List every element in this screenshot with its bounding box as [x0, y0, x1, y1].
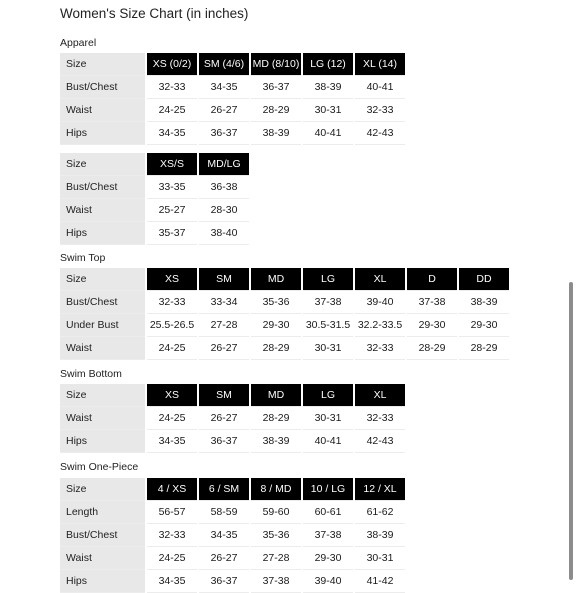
measurement-cell: 33-35 [147, 176, 197, 199]
size-header-cell: LG (12) [303, 53, 353, 76]
measurement-cell: 32-33 [147, 291, 197, 314]
measurement-cell: 29-30 [303, 547, 353, 570]
measurement-cell: 34-35 [147, 430, 197, 453]
measurement-cell: 26-27 [199, 99, 249, 122]
size-table-apparel [58, 53, 407, 145]
row-label: Hips [60, 122, 145, 145]
size-table-swim-bottom [58, 384, 407, 453]
section-label-apparel: Apparel [60, 37, 97, 49]
measurement-cell: 32-33 [147, 76, 197, 99]
measurement-cell: 32-33 [355, 99, 405, 122]
measurement-cell: 38-39 [355, 524, 405, 547]
table-row [60, 176, 249, 199]
table-row [60, 99, 405, 122]
size-header-cell: XS [147, 384, 197, 407]
table-row [60, 407, 405, 430]
size-header-cell: 4 / XS [147, 478, 197, 501]
measurement-cell: 32-33 [355, 337, 405, 360]
measurement-cell: 42-43 [355, 122, 405, 145]
measurement-cell: 30.5-31.5 [303, 314, 353, 337]
section-label-swim-top: Swim Top [60, 252, 106, 264]
row-label: Waist [60, 337, 145, 360]
measurement-cell: 26-27 [199, 407, 249, 430]
measurement-cell: 36-37 [199, 430, 249, 453]
measurement-cell: 38-39 [251, 430, 301, 453]
table-row [60, 199, 249, 222]
measurement-cell: 34-35 [199, 524, 249, 547]
measurement-cell: 28-29 [251, 337, 301, 360]
row-label: Hips [60, 570, 145, 593]
table-header-row [60, 268, 509, 291]
row-label: Size [60, 268, 145, 291]
size-header-cell: XS/S [147, 153, 197, 176]
size-header-cell: MD/LG [199, 153, 249, 176]
measurement-cell: 33-34 [199, 291, 249, 314]
size-chart-page [58, 0, 558, 587]
measurement-cell: 30-31 [303, 99, 353, 122]
table-row [60, 501, 405, 524]
measurement-cell: 34-35 [147, 570, 197, 593]
size-header-cell: DD [459, 268, 509, 291]
size-header-cell: MD [251, 268, 301, 291]
measurement-cell: 41-42 [355, 570, 405, 593]
measurement-cell: 58-59 [199, 501, 249, 524]
row-label: Size [60, 478, 145, 501]
measurement-cell: 26-27 [199, 547, 249, 570]
size-header-cell: LG [303, 268, 353, 291]
measurement-cell: 32.2-33.5 [355, 314, 405, 337]
measurement-cell: 24-25 [147, 337, 197, 360]
measurement-cell: 56-57 [147, 501, 197, 524]
table-row [60, 570, 405, 593]
measurement-cell: 40-41 [303, 122, 353, 145]
measurement-cell: 28-29 [407, 337, 457, 360]
measurement-cell: 25-27 [147, 199, 197, 222]
measurement-cell: 40-41 [355, 76, 405, 99]
table-row [60, 337, 509, 360]
measurement-cell: 35-36 [251, 291, 301, 314]
size-header-cell: SM [199, 384, 249, 407]
row-label: Hips [60, 430, 145, 453]
row-label: Hips [60, 222, 145, 245]
size-header-cell: LG [303, 384, 353, 407]
measurement-cell: 36-37 [251, 76, 301, 99]
measurement-cell: 32-33 [355, 407, 405, 430]
section-label-swim-one-piece: Swim One-Piece [60, 461, 139, 473]
size-header-cell: XL (14) [355, 53, 405, 76]
size-header-cell: D [407, 268, 457, 291]
size-header-cell: 8 / MD [251, 478, 301, 501]
measurement-cell: 37-38 [303, 524, 353, 547]
page-title: Women's Size Chart (in inches) [60, 6, 249, 21]
measurement-cell: 27-28 [199, 314, 249, 337]
table-row [60, 547, 405, 570]
measurement-cell: 39-40 [355, 291, 405, 314]
measurement-cell: 38-39 [303, 76, 353, 99]
size-header-cell: XS [147, 268, 197, 291]
size-header-cell: XS (0/2) [147, 53, 197, 76]
measurement-cell: 28-29 [459, 337, 509, 360]
row-label: Waist [60, 99, 145, 122]
measurement-cell: 38-40 [199, 222, 249, 245]
section-label-swim-bottom: Swim Bottom [60, 368, 122, 380]
row-label: Bust/Chest [60, 524, 145, 547]
row-label: Size [60, 384, 145, 407]
size-table-swim-top [58, 268, 511, 360]
row-label: Length [60, 501, 145, 524]
vertical-scrollbar[interactable] [569, 282, 573, 580]
measurement-cell: 35-37 [147, 222, 197, 245]
size-header-cell: 10 / LG [303, 478, 353, 501]
measurement-cell: 34-35 [147, 122, 197, 145]
measurement-cell: 37-38 [251, 570, 301, 593]
measurement-cell: 29-30 [407, 314, 457, 337]
size-header-cell: 6 / SM [199, 478, 249, 501]
measurement-cell: 42-43 [355, 430, 405, 453]
measurement-cell: 61-62 [355, 501, 405, 524]
row-label: Waist [60, 407, 145, 430]
measurement-cell: 40-41 [303, 430, 353, 453]
table-header-row [60, 53, 405, 76]
measurement-cell: 37-38 [407, 291, 457, 314]
row-label: Bust/Chest [60, 76, 145, 99]
measurement-cell: 36-38 [199, 176, 249, 199]
measurement-cell: 25.5-26.5 [147, 314, 197, 337]
table-row [60, 314, 509, 337]
measurement-cell: 24-25 [147, 99, 197, 122]
row-label: Bust/Chest [60, 176, 145, 199]
measurement-cell: 26-27 [199, 337, 249, 360]
measurement-cell: 38-39 [251, 122, 301, 145]
size-header-cell: XL [355, 384, 405, 407]
measurement-cell: 32-33 [147, 524, 197, 547]
measurement-cell: 30-31 [303, 337, 353, 360]
measurement-cell: 28-30 [199, 199, 249, 222]
table-row [60, 222, 249, 245]
measurement-cell: 29-30 [251, 314, 301, 337]
table-row [60, 430, 405, 453]
measurement-cell: 38-39 [459, 291, 509, 314]
row-label: Bust/Chest [60, 291, 145, 314]
size-header-cell: XL [355, 268, 405, 291]
size-header-cell: MD (8/10) [251, 53, 301, 76]
measurement-cell: 59-60 [251, 501, 301, 524]
table-header-row [60, 478, 405, 501]
row-label: Under Bust [60, 314, 145, 337]
size-header-cell: 12 / XL [355, 478, 405, 501]
measurement-cell: 30-31 [355, 547, 405, 570]
measurement-cell: 27-28 [251, 547, 301, 570]
table-row [60, 524, 405, 547]
measurement-cell: 29-30 [459, 314, 509, 337]
measurement-cell: 39-40 [303, 570, 353, 593]
row-label: Size [60, 153, 145, 176]
measurement-cell: 28-29 [251, 99, 301, 122]
measurement-cell: 60-61 [303, 501, 353, 524]
size-table-swim-one-piece [58, 478, 407, 593]
measurement-cell: 36-37 [199, 122, 249, 145]
measurement-cell: 35-36 [251, 524, 301, 547]
size-table-apparel-alt [58, 153, 251, 245]
row-label: Waist [60, 547, 145, 570]
measurement-cell: 24-25 [147, 407, 197, 430]
table-header-row [60, 384, 405, 407]
table-row [60, 76, 405, 99]
row-label: Waist [60, 199, 145, 222]
measurement-cell: 24-25 [147, 547, 197, 570]
measurement-cell: 30-31 [303, 407, 353, 430]
measurement-cell: 36-37 [199, 570, 249, 593]
size-header-cell: SM [199, 268, 249, 291]
measurement-cell: 37-38 [303, 291, 353, 314]
table-header-row [60, 153, 249, 176]
size-header-cell: SM (4/6) [199, 53, 249, 76]
size-header-cell: MD [251, 384, 301, 407]
row-label: Size [60, 53, 145, 76]
table-row [60, 122, 405, 145]
measurement-cell: 28-29 [251, 407, 301, 430]
measurement-cell: 34-35 [199, 76, 249, 99]
table-row [60, 291, 509, 314]
